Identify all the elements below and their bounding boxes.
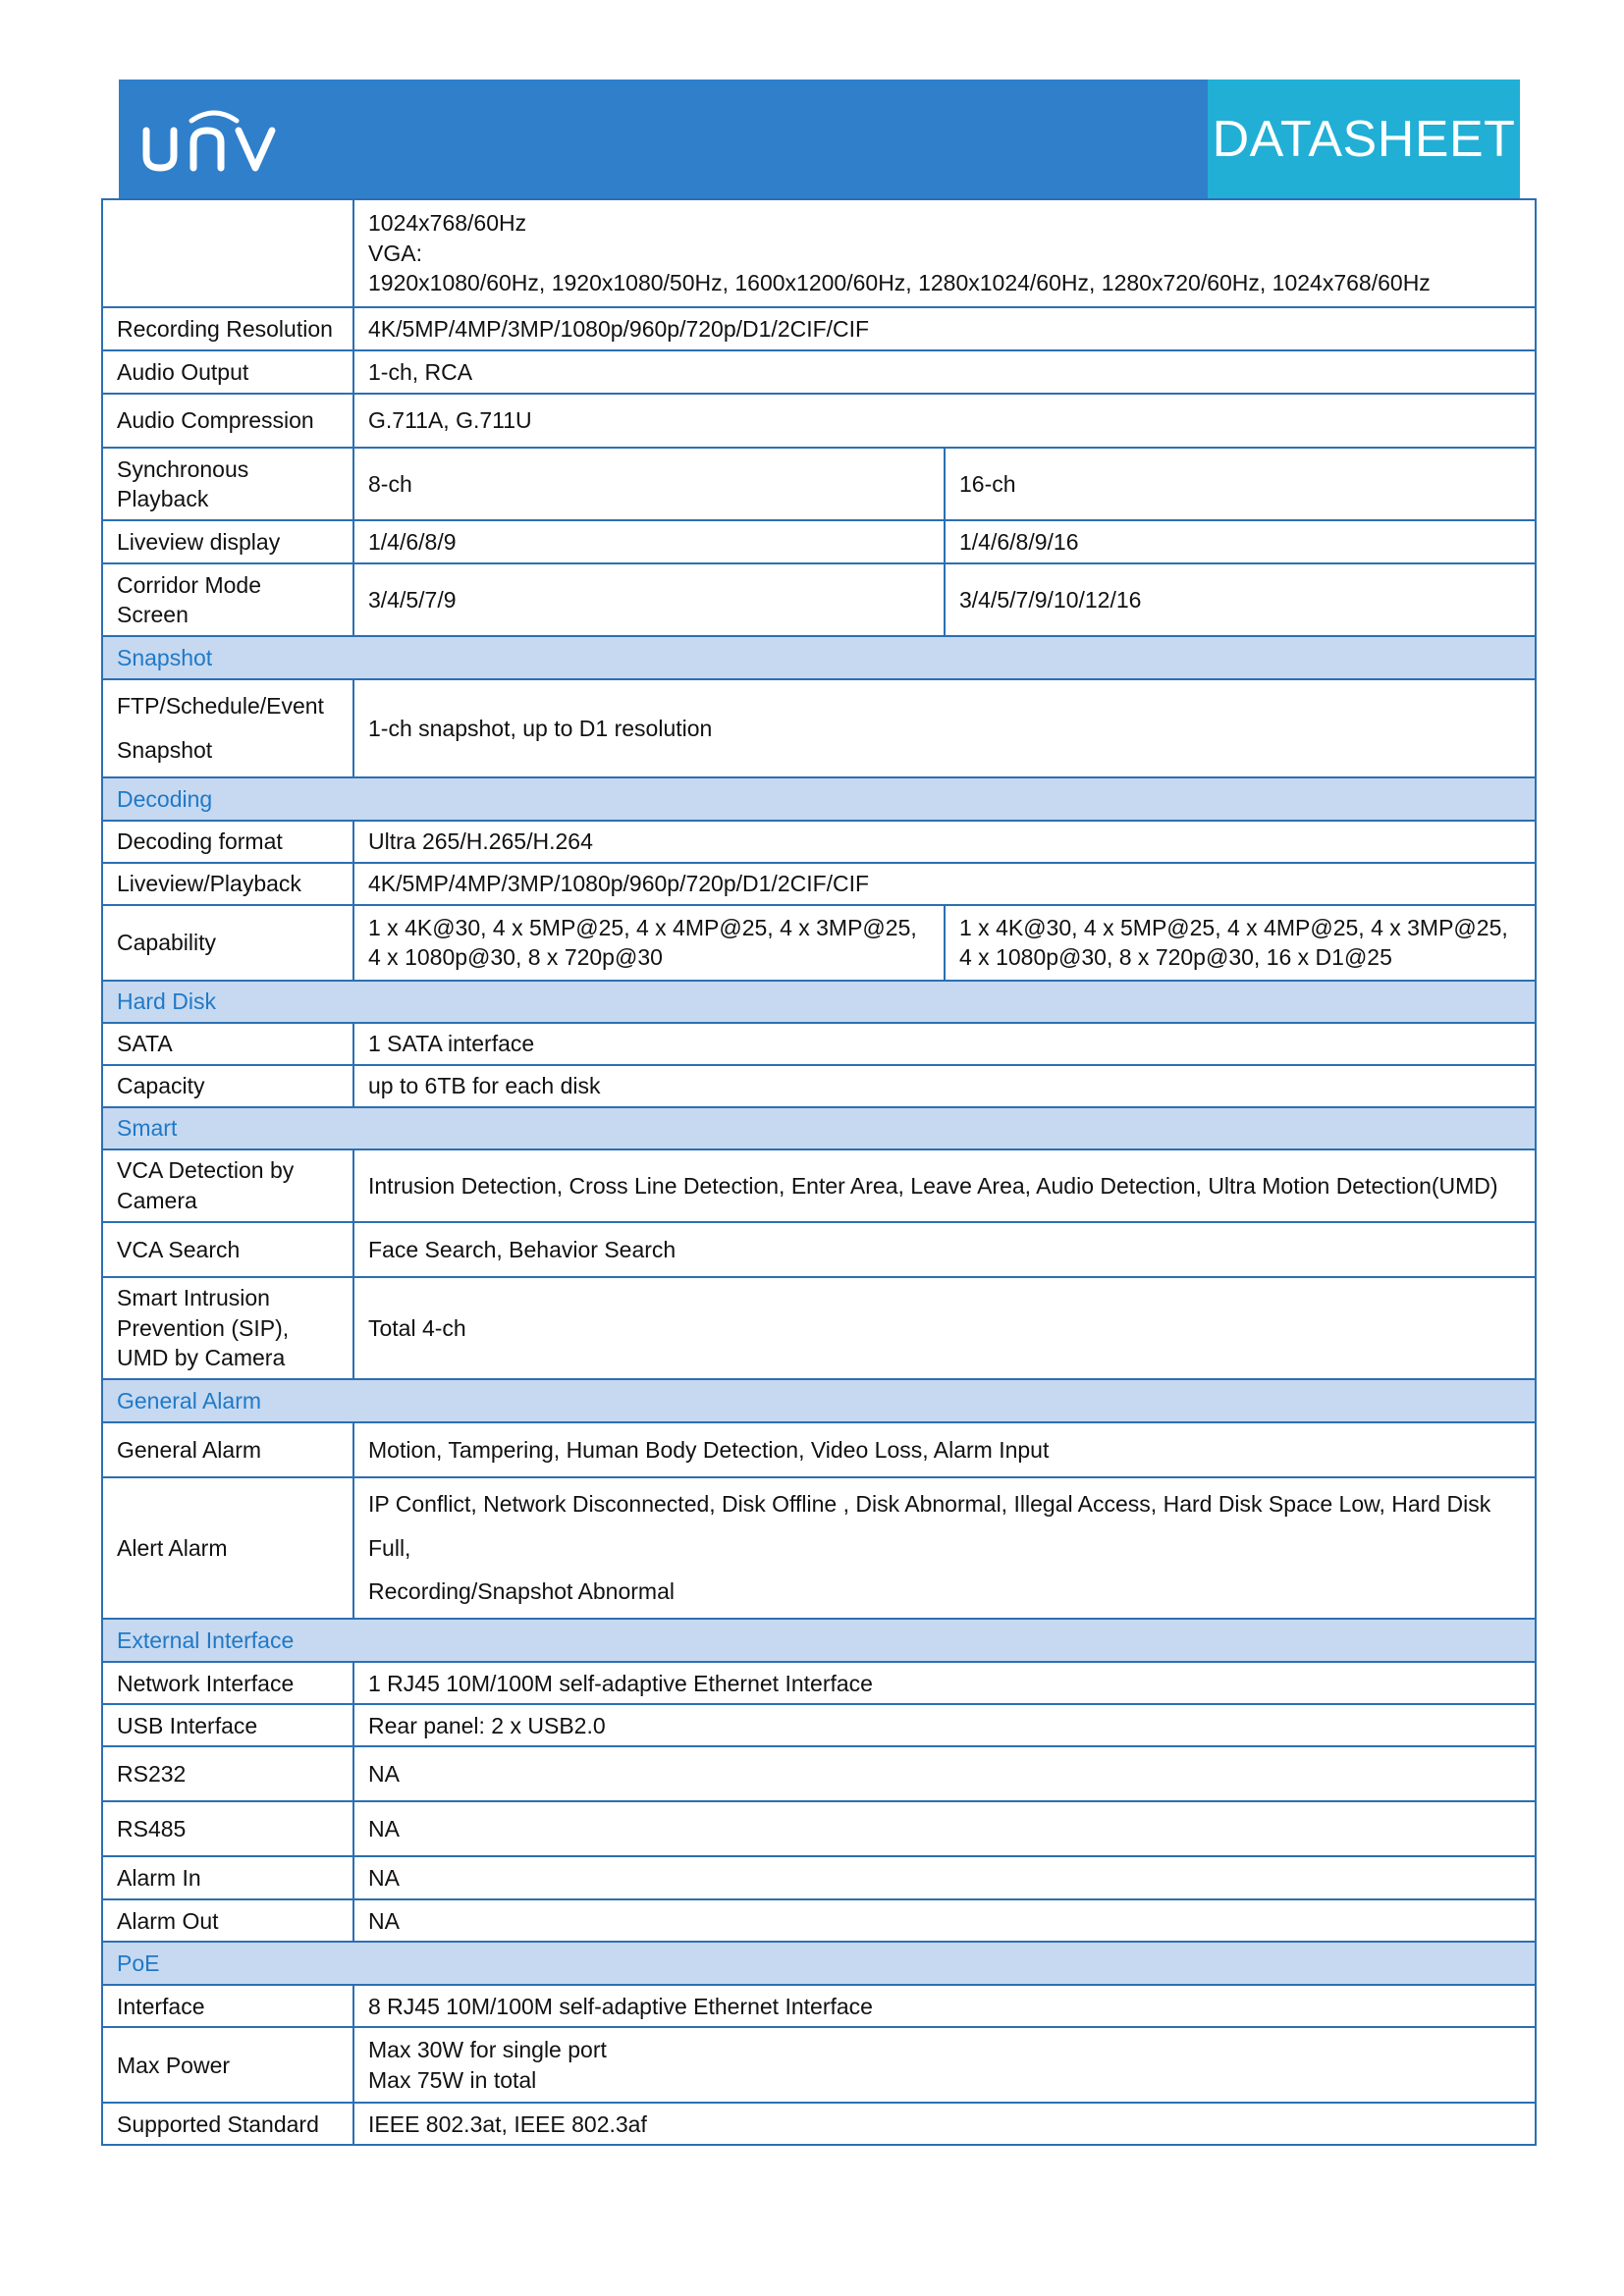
- spec-value: IP Conflict, Network Disconnected, Disk Offline , Disk Abnormal, Illegal Access, Hard Disk Space Low, Hard Disk Full, Recording/Snapshot Abnormal: [353, 1477, 1536, 1620]
- spec-value-8ch: 8-ch: [353, 448, 945, 520]
- table-row: [102, 394, 1536, 448]
- section-header-general-alarm: [102, 1379, 1536, 1422]
- table-row: [102, 1899, 1536, 1942]
- table-row: [102, 1222, 1536, 1277]
- spec-label: Liveview/Playback: [102, 863, 353, 905]
- table-row: [102, 1856, 1536, 1899]
- table-row: [102, 307, 1536, 350]
- spec-value: Max 30W for single port Max 75W in total: [353, 2027, 1536, 2103]
- spec-label: RS232: [102, 1746, 353, 1801]
- spec-value: up to 6TB for each disk: [353, 1065, 1536, 1107]
- spec-label: Synchronous Playback: [102, 448, 353, 520]
- spec-value-16ch: 3/4/5/7/9/10/12/16: [945, 563, 1536, 636]
- datasheet-label: DATASHEET: [1208, 80, 1520, 198]
- spec-value: 1-ch snapshot, up to D1 resolution: [353, 679, 1536, 777]
- spec-label: Max Power: [102, 2027, 353, 2103]
- spec-label: Alarm Out: [102, 1899, 353, 1942]
- table-row: [102, 1704, 1536, 1746]
- spec-value: 4K/5MP/4MP/3MP/1080p/960p/720p/D1/2CIF/CIF: [353, 863, 1536, 905]
- spec-value: Motion, Tampering, Human Body Detection, Video Loss, Alarm Input: [353, 1422, 1536, 1477]
- spec-value: NA: [353, 1856, 1536, 1899]
- table-row: [102, 563, 1536, 636]
- spec-value: 8 RJ45 10M/100M self-adaptive Ethernet Interface: [353, 1985, 1536, 2027]
- spec-value: NA: [353, 1746, 1536, 1801]
- spec-label: Network Interface: [102, 1662, 353, 1704]
- table-row: [102, 1149, 1536, 1222]
- spec-label: Audio Output: [102, 350, 353, 394]
- spec-label: Liveview display: [102, 520, 353, 563]
- table-row: [102, 1662, 1536, 1704]
- spec-label: VCA Search: [102, 1222, 353, 1277]
- table-row: [102, 448, 1536, 520]
- spec-table: [101, 198, 1537, 2146]
- spec-value: Ultra 265/H.265/H.264: [353, 821, 1536, 863]
- spec-label: Smart Intrusion Prevention (SIP), UMD by Camera: [102, 1277, 353, 1379]
- spec-label: Audio Compression: [102, 394, 353, 448]
- spec-value-16ch: 16-ch: [945, 448, 1536, 520]
- table-row: [102, 679, 1536, 777]
- table-row: [102, 1023, 1536, 1065]
- section-header-smart: [102, 1107, 1536, 1149]
- spec-value: IEEE 802.3at, IEEE 802.3af: [353, 2103, 1536, 2145]
- spec-label: Decoding format: [102, 821, 353, 863]
- page-header: [119, 80, 1520, 198]
- table-row: [102, 1801, 1536, 1856]
- spec-value: 1-ch, RCA: [353, 350, 1536, 394]
- spec-label: Supported Standard: [102, 2103, 353, 2145]
- table-row: [102, 2103, 1536, 2145]
- table-row: [102, 1422, 1536, 1477]
- section-title: Smart: [102, 1107, 1536, 1149]
- section-header-external-interface: [102, 1619, 1536, 1662]
- spec-label: Alarm In: [102, 1856, 353, 1899]
- section-title: Snapshot: [102, 636, 1536, 679]
- spec-label: Corridor Mode Screen: [102, 563, 353, 636]
- table-row: [102, 2027, 1536, 2103]
- unv-logo: [140, 105, 288, 174]
- spec-label: SATA: [102, 1023, 353, 1065]
- section-header-poe: [102, 1942, 1536, 1985]
- spec-value: Intrusion Detection, Cross Line Detection, Enter Area, Leave Area, Audio Detection, Ultra Motion Detection(UMD): [353, 1149, 1536, 1222]
- spec-value-8ch: 1/4/6/8/9: [353, 520, 945, 563]
- table-row: [102, 350, 1536, 394]
- spec-label: Capacity: [102, 1065, 353, 1107]
- spec-value: Total 4-ch: [353, 1277, 1536, 1379]
- section-title: Decoding: [102, 777, 1536, 821]
- spec-value: G.711A, G.711U: [353, 394, 1536, 448]
- spec-value: 1 RJ45 10M/100M self-adaptive Ethernet Interface: [353, 1662, 1536, 1704]
- section-title: PoE: [102, 1942, 1536, 1985]
- table-row: [102, 199, 1536, 307]
- spec-label: Recording Resolution: [102, 307, 353, 350]
- section-title: Hard Disk: [102, 981, 1536, 1023]
- spec-value: Face Search, Behavior Search: [353, 1222, 1536, 1277]
- spec-label: Interface: [102, 1985, 353, 2027]
- spec-value-8ch: 1 x 4K@30, 4 x 5MP@25, 4 x 4MP@25, 4 x 3MP@25, 4 x 1080p@30, 8 x 720p@30: [353, 905, 945, 981]
- spec-label: [102, 199, 353, 307]
- table-row: [102, 1746, 1536, 1801]
- spec-label: Alert Alarm: [102, 1477, 353, 1620]
- table-row: [102, 863, 1536, 905]
- table-row: [102, 1985, 1536, 2027]
- spec-label: FTP/Schedule/Event Snapshot: [102, 679, 353, 777]
- spec-value: 1 SATA interface: [353, 1023, 1536, 1065]
- spec-label: VCA Detection by Camera: [102, 1149, 353, 1222]
- section-title: External Interface: [102, 1619, 1536, 1662]
- section-header-snapshot: [102, 636, 1536, 679]
- section-title: General Alarm: [102, 1379, 1536, 1422]
- spec-label: USB Interface: [102, 1704, 353, 1746]
- spec-label: RS485: [102, 1801, 353, 1856]
- spec-value-16ch: 1 x 4K@30, 4 x 5MP@25, 4 x 4MP@25, 4 x 3MP@25, 4 x 1080p@30, 8 x 720p@30, 16 x D1@25: [945, 905, 1536, 981]
- section-header-hard-disk: [102, 981, 1536, 1023]
- section-header-decoding: [102, 777, 1536, 821]
- spec-value: 4K/5MP/4MP/3MP/1080p/960p/720p/D1/2CIF/CIF: [353, 307, 1536, 350]
- spec-value: NA: [353, 1801, 1536, 1856]
- table-row: [102, 520, 1536, 563]
- spec-value: NA: [353, 1899, 1536, 1942]
- table-row: [102, 1277, 1536, 1379]
- spec-value: Rear panel: 2 x USB2.0: [353, 1704, 1536, 1746]
- spec-label: Capability: [102, 905, 353, 981]
- spec-value-8ch: 3/4/5/7/9: [353, 563, 945, 636]
- spec-value-16ch: 1/4/6/8/9/16: [945, 520, 1536, 563]
- spec-label: General Alarm: [102, 1422, 353, 1477]
- table-row: [102, 1477, 1536, 1620]
- brand-banner: [119, 80, 1208, 198]
- table-row: [102, 1065, 1536, 1107]
- table-row: [102, 905, 1536, 981]
- spec-value: 1024x768/60Hz VGA: 1920x1080/60Hz, 1920x1080/50Hz, 1600x1200/60Hz, 1280x1024/60Hz, 1280x720/60Hz, 1024x768/60Hz: [353, 199, 1536, 307]
- table-row: [102, 821, 1536, 863]
